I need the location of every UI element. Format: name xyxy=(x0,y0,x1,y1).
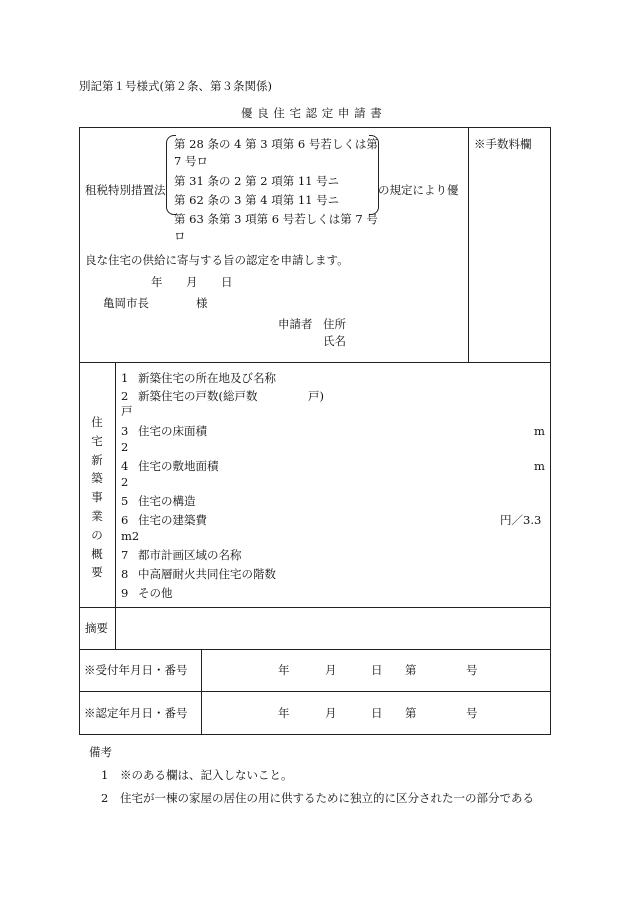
note-text: 住宅が一棟の家屋の居住の用に供するために独立的に区分された一の部分である xyxy=(120,791,534,805)
form-number: 別記第１号様式(第２条、第３条関係) xyxy=(79,79,272,93)
overview-item-unit: 戸) xyxy=(308,389,324,403)
note-number: 1 xyxy=(101,768,109,782)
overview-item-label: 新築住宅の所在地及び名称 xyxy=(138,371,276,385)
overview-item-label: 住宅の敷地面積 xyxy=(138,459,219,473)
note-text: ※のある欄は、記入しないこと。 xyxy=(120,768,293,782)
receipt-year-label: 年 xyxy=(278,663,290,677)
receipt-number-prefix: 第 xyxy=(405,663,417,677)
provision-option-line: 第 28 条の 4 第 3 項第 6 号若しくは第 xyxy=(174,137,378,151)
overview-item-label: その他 xyxy=(138,586,173,600)
receipt-label: ※受付年月日・番号 xyxy=(84,663,188,677)
provision-option-line: 第 62 条の 3 第 4 項第 11 号ニ xyxy=(174,193,340,207)
certification-year-label: 年 xyxy=(278,706,290,720)
overview-item-label: 住宅の建築費 xyxy=(138,513,207,527)
note-number: 2 xyxy=(101,791,109,805)
addressee: 亀岡市長 xyxy=(103,296,149,310)
provision-suffix: の規定により優 xyxy=(378,183,459,197)
overview-item-wrap: 2 xyxy=(121,440,129,454)
overview-item-number: 2 xyxy=(121,389,129,403)
certification-number-suffix: 号 xyxy=(466,706,478,720)
overview-item-number: 8 xyxy=(121,567,129,581)
overview-side-label: 住宅新築事業の概要 xyxy=(91,415,103,580)
honorific: 様 xyxy=(196,296,208,310)
overview-item-wrap: m2 xyxy=(121,529,140,543)
overview-item-label: 新築住宅の戸数(総戸数 xyxy=(138,389,258,403)
overview-item-number: 1 xyxy=(121,371,129,385)
overview-item-number: 4 xyxy=(121,459,129,473)
overview-item-wrap: 2 xyxy=(121,475,129,489)
overview-item-unit: m xyxy=(534,424,545,438)
receipt-month-label: 月 xyxy=(325,663,337,677)
date-day-label: 日 xyxy=(221,275,233,289)
certification-label: ※認定年月日・番号 xyxy=(84,706,188,720)
provision-option-line: 第 63 条第 3 項第 6 号若しくは第 7 号 xyxy=(174,212,378,226)
overview-item-number: 3 xyxy=(121,424,129,438)
overview-item-label: 住宅の床面積 xyxy=(138,424,207,438)
overview-item-unit: m xyxy=(534,459,545,473)
date-month-label: 月 xyxy=(186,275,198,289)
notes-heading: 備考 xyxy=(89,745,112,759)
certification-number-prefix: 第 xyxy=(405,706,417,720)
overview-item-wrap: 戸 xyxy=(121,404,133,418)
form-title: 優 良 住 宅 認 定 申 請 書 xyxy=(241,106,383,120)
receipt-day-label: 日 xyxy=(371,663,383,677)
summary-label: 摘要 xyxy=(85,621,108,635)
address-label: 住所 xyxy=(323,317,346,331)
overview-item-number: 7 xyxy=(121,548,129,562)
application-continuation: 良な住宅の供給に寄与する旨の認定を申請します。 xyxy=(85,253,349,267)
fee-label: ※手数料欄 xyxy=(474,137,532,151)
certification-day-label: 日 xyxy=(371,706,383,720)
overview-item-number: 6 xyxy=(121,513,129,527)
applicant-label: 申請者 xyxy=(278,317,313,331)
provision-option-line: ロ xyxy=(174,229,186,243)
provision-option-line: 7 号ロ xyxy=(174,154,208,168)
law-name: 租税特別措置法 xyxy=(85,183,166,197)
certification-month-label: 月 xyxy=(325,706,337,720)
receipt-number-suffix: 号 xyxy=(466,663,478,677)
overview-item-number: 9 xyxy=(121,586,129,600)
overview-item-unit: 円／3.3 xyxy=(500,513,542,527)
overview-item-label: 都市計画区域の名称 xyxy=(138,548,242,562)
overview-item-number: 5 xyxy=(121,494,129,508)
provision-option-line: 第 31 条の 2 第 2 項第 11 号ニ xyxy=(174,174,340,188)
overview-item-label: 中高層耐火共同住宅の階数 xyxy=(138,567,276,581)
overview-item-label: 住宅の構造 xyxy=(138,494,196,508)
name-label: 氏名 xyxy=(323,334,346,348)
date-year-label: 年 xyxy=(151,275,163,289)
